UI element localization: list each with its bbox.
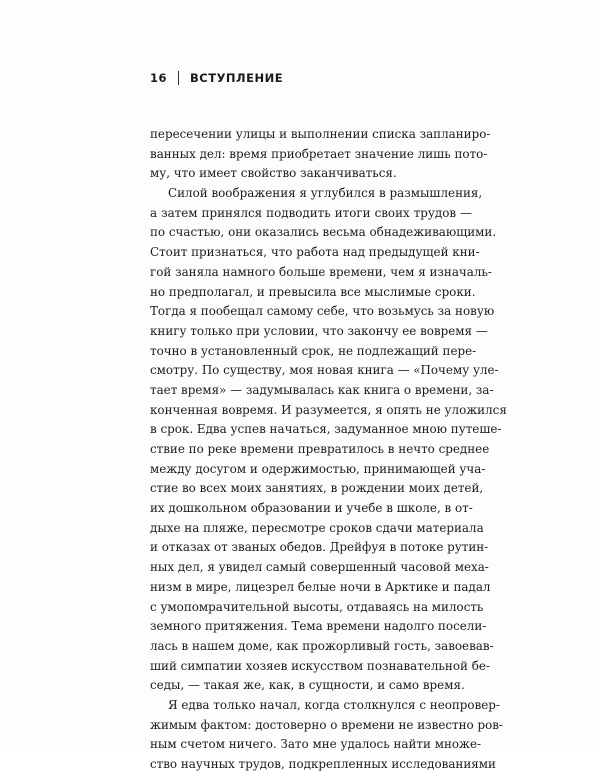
text-line: и отказах от званых обедов. Дрейфуя в потоке рутин-: [150, 540, 489, 555]
text-line: Силой воображения я углубился в размышления,: [168, 186, 483, 201]
section-title: ВСТУПЛЕНИЕ: [190, 71, 284, 85]
text-line: по счастью, они оказались весьма обнадеживающими.: [150, 225, 497, 240]
text-line: ным счетом ничего. Зато мне удалось найти множе-: [150, 737, 482, 752]
text-line: низм в мире, лицезрел белые ночи в Арктике и падал: [150, 579, 491, 594]
text-line: между досугом и одержимостью, принимающей уча-: [150, 461, 486, 476]
text-line: земного притяжения. Тема времени надолго посели-: [150, 619, 487, 634]
text-line: жимым фактом: достоверно о времени не известно ров-: [150, 717, 503, 732]
text-line: книгу только при условии, что закончу ее вовремя —: [150, 323, 488, 338]
text-line: тает время» — задумывалась как книга о времени, за-: [150, 382, 494, 397]
text-line: седы, — такая же, как, в сущности, и само время.: [150, 678, 465, 693]
text-line: Стоит признаться, что работа над предыдущей кни-: [150, 245, 480, 260]
text-line: гой заняла намного больше времени, чем я изначаль-: [150, 264, 492, 279]
text-line: пересечении улицы и выполнении списка запланиро-: [150, 127, 491, 141]
text-line: ствие по реке времени превратилось в нечто среднее: [150, 442, 490, 456]
text-line: конченная вовремя. И разумеется, я опять не уложился: [150, 402, 507, 417]
text-line: лась в нашем доме, как прожорливый гость, завоевав-: [150, 638, 494, 653]
text-line: но предполагал, и превысила все мыслимые сроки.: [150, 284, 476, 299]
text-line: стие во всех моих занятиях, в рождении моих детей,: [150, 481, 484, 496]
text-line: в срок. Едва успев начаться, задуманное мною путеше-: [150, 422, 502, 437]
text-line: а затем принялся подводить итоги своих трудов —: [150, 205, 472, 220]
text-line: ных дел, я увидел самый совершенный часовой меха-: [150, 560, 489, 575]
text-line: смотру. По существу, моя новая книга — «Почему уле-: [150, 363, 499, 378]
text-line: точно в установленный срок, не подлежащий пере-: [150, 343, 477, 358]
text-line: му, что имеет свойство заканчиваться.: [150, 166, 397, 181]
text-line: ванных дел: время приобретает значение лишь пото-: [150, 146, 488, 161]
text-line: их дошкольном образовании и учебе в школе, в от-: [150, 501, 473, 516]
text-line: ство научных трудов, подкрепленных исследованиями: [150, 757, 496, 771]
text-line: ший симпатии хозяев искусством познавательной бе-: [150, 658, 490, 673]
text-line: с умопомрачительной высоты, отдаваясь на милость: [150, 599, 484, 614]
header-divider: [178, 71, 179, 85]
body-text: [150, 125, 507, 775]
text-line: Я едва только начал, когда столкнулся с неопровер-: [168, 697, 500, 712]
text-line: Тогда я пообещал самому себе, что возьмусь за новую: [150, 304, 495, 319]
text-line: дыхе на пляже, пересмотре сроков сдачи материала: [150, 520, 484, 535]
page-number: 16: [150, 71, 168, 85]
running-head: [150, 70, 283, 86]
